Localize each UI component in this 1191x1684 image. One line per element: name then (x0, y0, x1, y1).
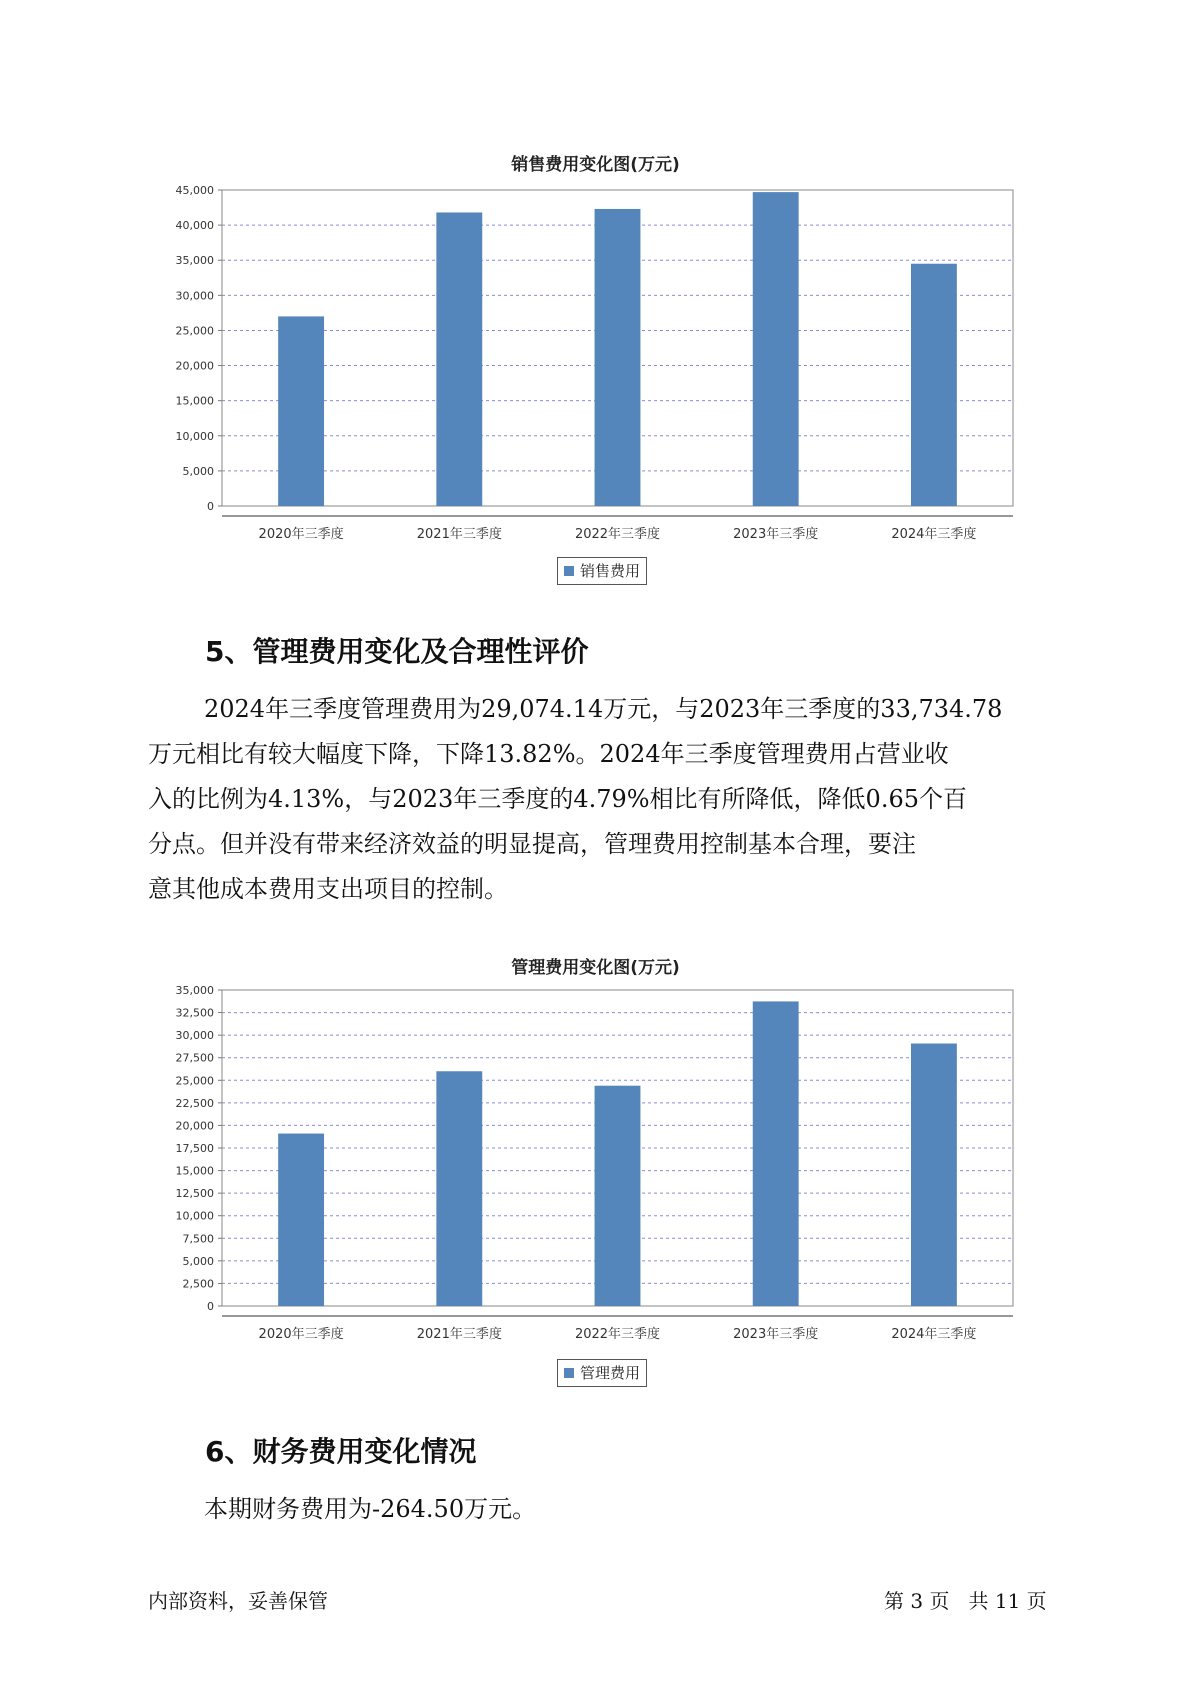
y-tick-label: 2,500 (182, 1277, 214, 1291)
section-5-line-3: 入的比例为4.13%，与2023年三季度的4.79%相比有所降低，降低0.65个百 (148, 785, 967, 813)
section-5-line-4: 分点。但并没有带来经济效益的明显提高，管理费用控制基本合理，要注 (148, 830, 916, 858)
x-tick-label: 2022年三季度 (574, 527, 661, 542)
y-tick-label: 32,500 (175, 1006, 214, 1020)
y-tick-label: 27,500 (175, 1051, 214, 1065)
bar (753, 1001, 799, 1306)
y-tick-label: 25,000 (175, 1074, 214, 1088)
y-tick-label: 15,000 (175, 394, 214, 408)
bar (595, 1086, 641, 1306)
y-tick-label: 17,500 (175, 1142, 214, 1155)
sales-legend-label: 销售费用 (580, 562, 641, 580)
y-tick-label: 30,000 (175, 1029, 214, 1043)
x-tick-label: 2023年三季度 (733, 1327, 819, 1342)
bar (595, 209, 641, 506)
admin-legend-label: 管理费用 (580, 1364, 641, 1382)
legend-swatch-icon (564, 1368, 574, 1378)
y-tick-label: 5,000 (182, 464, 214, 478)
bar (278, 316, 324, 506)
y-tick-label: 40,000 (175, 219, 214, 233)
x-tick-label: 2023年三季度 (733, 527, 819, 542)
y-tick-label: 12,500 (175, 1187, 214, 1201)
y-tick-label: 7,500 (182, 1232, 214, 1246)
section-5-line-2: 万元相比有较大幅度下降，下降13.82%。2024年三季度管理费用占营业收 (148, 740, 949, 768)
sales-expense-chart (0, 175, 1191, 555)
bar (278, 1134, 324, 1306)
y-tick-label: 20,000 (175, 359, 214, 373)
y-tick-label: 15,000 (175, 1164, 214, 1178)
section-5-line-1: 2024年三季度管理费用为29,074.14万元，与2023年三季度的33,734.78 (204, 695, 1003, 723)
y-tick-label: 10,000 (175, 1209, 214, 1223)
bar (911, 264, 957, 506)
admin-chart-title: 管理费用变化图(万元) (511, 958, 680, 978)
bar (911, 1044, 957, 1306)
y-tick-label: 25,000 (175, 324, 214, 338)
y-tick-label: 45,000 (175, 184, 214, 197)
section-6-paragraph (204, 1487, 1134, 1532)
y-tick-label: 0 (207, 500, 214, 513)
sales-chart-legend (557, 557, 647, 585)
y-tick-label: 35,000 (175, 984, 214, 997)
section-6-heading: 6、财务费用变化情况 (205, 1435, 477, 1468)
legend-swatch-icon (564, 566, 574, 576)
x-tick-label: 2022年三季度 (574, 1327, 661, 1342)
bar (436, 212, 482, 506)
sales-chart-title: 销售费用变化图(万元) (511, 155, 680, 175)
y-tick-label: 5,000 (182, 1254, 214, 1268)
x-tick-label: 2021年三季度 (416, 527, 502, 542)
section-6-line: 本期财务费用为-264.50万元。 (204, 1495, 537, 1523)
y-tick-label: 30,000 (175, 289, 214, 303)
section-5-line-5: 意其他成本费用支出项目的控制。 (148, 875, 508, 903)
x-tick-label: 2020年三季度 (258, 527, 344, 542)
bar (753, 192, 799, 506)
y-tick-label: 20,000 (175, 1119, 214, 1133)
section-5-paragraph (148, 687, 1078, 912)
x-tick-label: 2024年三季度 (891, 527, 977, 542)
y-tick-label: 22,500 (175, 1096, 214, 1110)
y-tick-label: 10,000 (175, 429, 214, 443)
admin-chart-legend (557, 1359, 647, 1387)
x-tick-label: 2021年三季度 (416, 1327, 502, 1342)
footer-left-note: 内部资料，妥善保管 (148, 1589, 328, 1613)
bar (436, 1071, 482, 1306)
y-tick-label: 35,000 (175, 254, 214, 268)
x-tick-label: 2024年三季度 (891, 1327, 977, 1342)
footer-page-number: 第 3 页 共 11 页 (884, 1589, 1047, 1613)
admin-expense-chart (0, 978, 1191, 1348)
section-5-heading: 5、管理费用变化及合理性评价 (205, 635, 589, 668)
y-tick-label: 0 (207, 1300, 214, 1313)
x-tick-label: 2020年三季度 (258, 1327, 344, 1342)
